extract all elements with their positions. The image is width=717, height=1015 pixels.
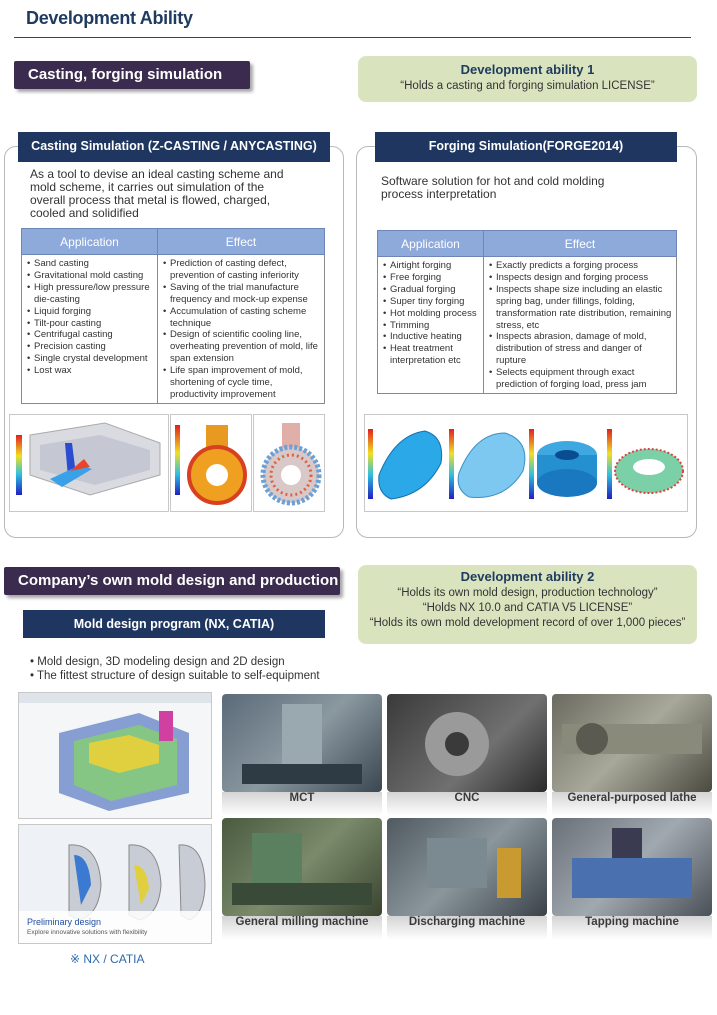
section-banner-simulation: Casting, forging simulation <box>14 61 250 89</box>
machine-label: CNC <box>454 792 480 804</box>
forging-applications <box>382 260 479 367</box>
list-item: • Selects equipment through exact prediction of forging load, press jam <box>488 367 672 391</box>
list-item: • Mold design, 3D modeling design and 2D design <box>30 655 320 669</box>
col-application: Application <box>22 229 158 255</box>
list-item: • Centrifugal casting <box>26 329 153 341</box>
page-title: Development Ability <box>26 8 193 28</box>
machine-photo <box>222 818 382 916</box>
list-item: • Accumulation of casting scheme technique <box>162 306 320 330</box>
ability-title: Development ability 2 <box>460 569 595 584</box>
list-item: • Gravitational mold casting <box>26 270 153 282</box>
mold-design-bullets <box>30 655 320 683</box>
casting-applications <box>26 258 153 377</box>
cad-caption-title: Preliminary design <box>27 917 102 927</box>
list-item: • Inspects abrasion, damage of mold, distribution of stress and danger of rupture <box>488 331 672 367</box>
desc-line: Software solution for hot and cold molding <box>381 174 605 188</box>
cad-mold-image <box>18 692 212 819</box>
casting-part-image <box>170 414 252 512</box>
col-effect: Effect <box>158 229 325 255</box>
machine-discharging <box>387 818 547 940</box>
machine-milling <box>222 818 382 940</box>
forging-effects <box>488 260 672 391</box>
title-divider <box>14 37 691 38</box>
casting-description <box>30 168 326 220</box>
machine-photo <box>387 694 547 792</box>
machine-photo <box>222 694 382 792</box>
machine-mct <box>222 694 382 816</box>
list-item: • Hot molding process <box>382 308 479 320</box>
col-application: Application <box>378 231 484 257</box>
list-item: • Single crystal development <box>26 353 153 365</box>
machine-lathe <box>552 694 712 816</box>
list-item: • The fittest structure of design suitable to self-equipment <box>30 669 320 683</box>
ability-line: “Holds a casting and forging simulation LICENSE” <box>400 80 655 92</box>
machine-label: MCT <box>289 792 315 804</box>
cad-caption-sub: Explore innovative solutions with flexibility <box>27 929 148 936</box>
machine-photo <box>552 818 712 916</box>
desc-line: mold scheme, it carries out simulation of the <box>30 180 265 194</box>
list-item: • Life span improvement of mold, shortening of cycle time, productivity improvement <box>162 365 320 401</box>
list-item: • Heat treatment interpretation etc <box>382 343 479 367</box>
casting-simulation-image <box>9 414 169 512</box>
desc-line: process interpretation <box>381 187 497 201</box>
casting-effects <box>162 258 320 401</box>
ability-title: Development ability 1 <box>460 62 595 77</box>
list-item: • Trimming <box>382 320 479 332</box>
machine-label: General milling machine <box>235 916 369 928</box>
casting-table <box>21 228 325 404</box>
mold-design-program-header: Mold design program (NX, CATIA) <box>23 610 325 638</box>
desc-line: overall process that metal is flowed, charged, <box>30 193 271 207</box>
ability-line: “Holds its own mold design, production technology” <box>397 587 658 599</box>
list-item: • Gradual forging <box>382 284 479 296</box>
forging-simulation-image <box>364 414 688 512</box>
list-item: • Super tiny forging <box>382 296 479 308</box>
list-item: • Lost wax <box>26 365 153 377</box>
list-item: • Sand casting <box>26 258 153 270</box>
col-effect: Effect <box>484 231 677 257</box>
machine-label: Discharging machine <box>408 916 526 928</box>
list-item: • High pressure/low pressure die-casting <box>26 282 153 306</box>
list-item: • Exactly predicts a forging process <box>488 260 672 272</box>
machine-label: Tapping machine <box>585 916 679 928</box>
machine-tapping <box>552 818 712 940</box>
list-item: • Inspects shape size including an elastic spring bag, under fillings, folding, transformation rate distribution, remaining stress, etc <box>488 284 672 332</box>
list-item: • Design of scientific cooling line, overheating prevention of mold, life span extension <box>162 329 320 365</box>
forging-simulation-header: Forging Simulation(FORGE2014) <box>375 132 677 162</box>
list-item: • Saving of the trial manufacture frequency and mock-up expense <box>162 282 320 306</box>
ability-line: “Holds its own mold development record of over 1,000 pieces” <box>369 617 686 629</box>
cad-software-label: ※ NX / CATIA <box>70 952 145 966</box>
list-item: • Liquid forging <box>26 306 153 318</box>
list-item: • Airtight forging <box>382 260 479 272</box>
ability-line: “Holds NX 10.0 and CATIA V5 LICENSE” <box>422 602 633 614</box>
development-ability-1 <box>358 56 697 102</box>
list-item: • Inspects design and forging process <box>488 272 672 284</box>
list-item: • Tilt-pour casting <box>26 318 153 330</box>
cad-design-image <box>18 824 212 944</box>
desc-line: As a tool to devise an ideal casting scheme and <box>30 167 284 181</box>
desc-line: cooled and solidified <box>30 206 139 220</box>
machine-cnc <box>387 694 547 816</box>
list-item: • Inductive heating <box>382 331 479 343</box>
forging-description <box>381 175 677 201</box>
machine-photo <box>552 694 712 792</box>
casting-flow-image <box>253 414 325 512</box>
development-ability-2 <box>358 565 697 644</box>
list-item: • Prediction of casting defect, prevention of casting inferiority <box>162 258 320 282</box>
list-item: • Free forging <box>382 272 479 284</box>
casting-simulation-header: Casting Simulation (Z-CASTING / ANYCASTING) <box>18 132 330 162</box>
section-banner-mold: Company’s own mold design and production <box>4 567 340 595</box>
machine-label: General-purposed lathe <box>567 792 697 804</box>
list-item: • Precision casting <box>26 341 153 353</box>
machine-photo <box>387 818 547 916</box>
forging-table <box>377 230 677 394</box>
